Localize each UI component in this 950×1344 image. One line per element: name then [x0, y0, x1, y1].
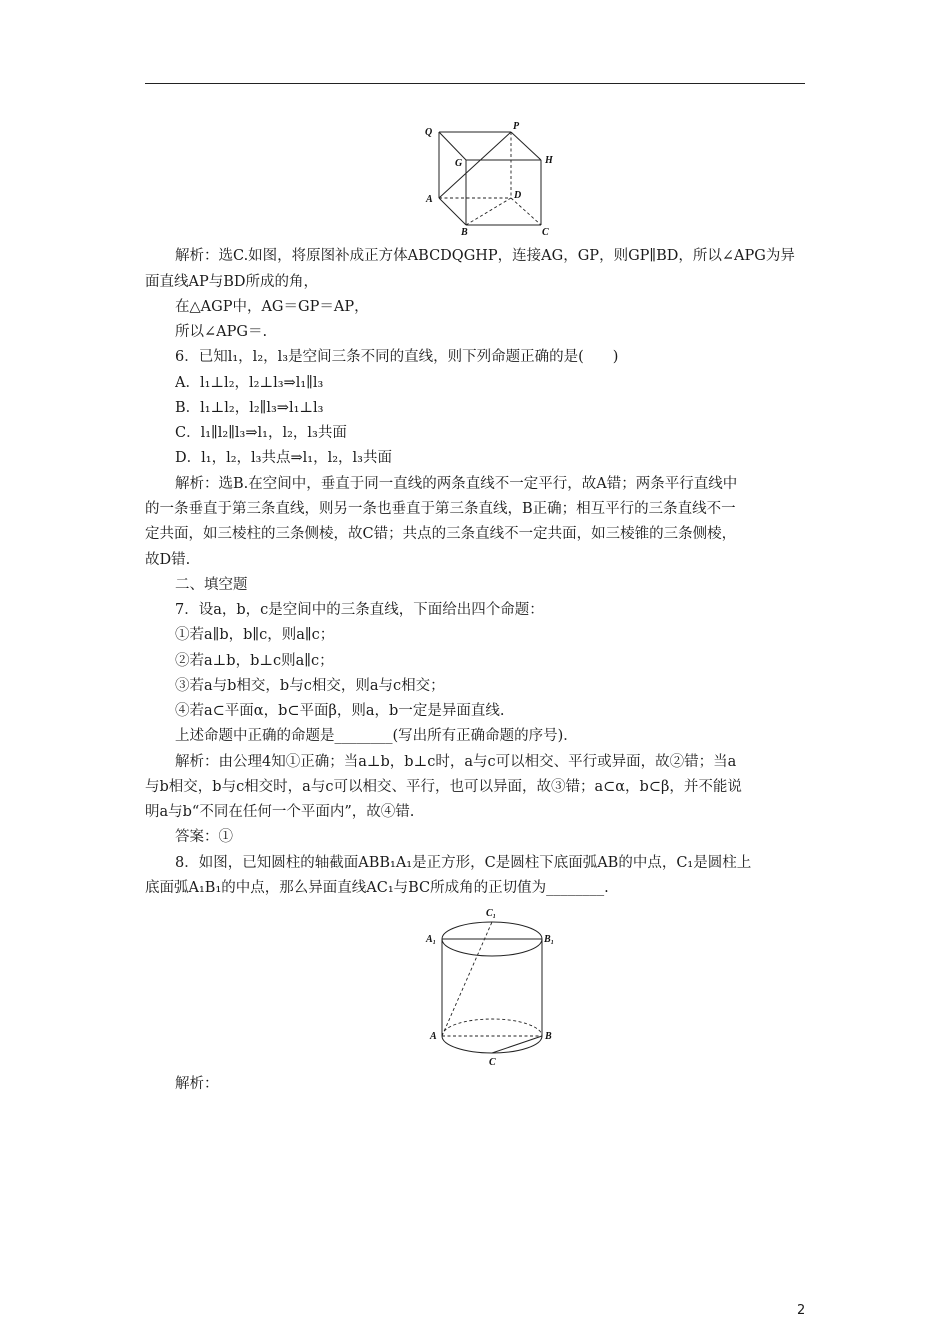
text-line-24: 答案：① [175, 829, 233, 845]
text-line-7: B．l₁⊥l₂，l₂∥l₃⇒l₁⊥l₃ [175, 400, 324, 416]
cylinder-label-b1: B₁ [544, 934, 555, 945]
text-line-22: 与b相交，b与c相交时，a与c可以相交、平行，也可以异面，故③错；a⊂α，b⊂β，并不能说 [145, 779, 742, 795]
text-line-10: 解析：选B.在空间中，垂直于同一直线的两条直线不一定平行，故A错；两条平行直线中 [175, 476, 738, 492]
text-line-27: 解析： [175, 1076, 219, 1092]
text-line-21: 解析：由公理4知①正确；当a⊥b，b⊥c时，a与c可以相交、平行或异面，故②错；当a [175, 754, 737, 770]
text-line-4: 所以∠APG＝. [175, 324, 268, 340]
text-line-18: ③若a与b相交，b与c相交，则a与c相交； [175, 678, 445, 694]
text-line-25: 8．如图，已知圆柱的轴截面ABB₁A₁是正方形，C是圆柱下底面弧AB的中点，C₁是圆柱上 [175, 855, 752, 871]
text-line-2: 面直线AP与BD所成的角， [145, 274, 319, 290]
cube-label-h: H [545, 155, 553, 166]
cylinder-figure [420, 898, 570, 1070]
text-line-14: 二、填空题 [175, 577, 248, 593]
text-line-5: 6．已知l₁，l₂，l₃是空间三条不同的直线，则下列命题正确的是( ) [175, 349, 619, 365]
cube-label-c: C [542, 227, 549, 236]
text-line-12: 定共面，如三棱柱的三条侧棱，故C错；共点的三条直线不一定共面，如三棱锥的三条侧棱， [145, 526, 737, 542]
cube-label-b: B [461, 227, 468, 236]
text-line-19: ④若a⊂平面α，b⊂平面β，则a，b一定是异面直线. [175, 703, 505, 719]
text-line-6: A．l₁⊥l₂，l₂⊥l₃⇒l₁∥l₃ [175, 375, 324, 391]
cylinder-label-b: B [545, 1031, 552, 1042]
text-line-11: 的一条垂直于第三条直线，则另一条也垂直于第三条直线，B正确；相互平行的三条直线不一 [145, 501, 736, 517]
cube-label-d: D [514, 190, 522, 201]
cube-label-a: A [426, 194, 433, 205]
cylinder-label-c: C [489, 1057, 496, 1068]
cube-label-q: Q [425, 127, 433, 138]
text-line-1: 解析：选C.如图，将原图补成正方体ABCDQGHP，连接AG，GP，则GP∥BD，所以∠APG为异 [175, 248, 795, 264]
text-line-9: D．l₁，l₂，l₃共点⇒l₁，l₂，l₃共面 [175, 450, 392, 466]
text-line-20: 上述命题中正确的命题是________(写出所有正确命题的序号)． [175, 728, 578, 744]
page-number: 2 [797, 1303, 806, 1318]
cube-label-g: G [455, 158, 463, 169]
cylinder-label-c1: C₁ [486, 908, 497, 919]
text-line-15: 7．设a，b，c是空间中的三条直线，下面给出四个命题： [175, 602, 544, 618]
cylinder-label-a: A [430, 1031, 437, 1042]
cube-label-p: P [513, 121, 520, 132]
text-line-16: ①若a∥b，b∥c，则a∥c； [175, 627, 335, 643]
text-line-3: 在△AGP中，AG＝GP＝AP， [175, 299, 369, 315]
cube-figure [415, 118, 555, 236]
text-line-23: 明a与b“不同在任何一个平面内”，故④错. [145, 804, 415, 820]
cylinder-label-a1: A₁ [426, 934, 437, 945]
text-line-26: 底面弧A₁B₁的中点，那么异面直线AC₁与BC所成角的正切值为________. [145, 880, 609, 896]
text-line-8: C．l₁∥l₂∥l₃⇒l₁，l₂，l₃共面 [175, 425, 347, 441]
text-line-13: 故D错. [145, 552, 191, 568]
text-line-17: ②若a⊥b，b⊥c则a∥c； [175, 653, 334, 669]
header-rule [145, 83, 805, 84]
